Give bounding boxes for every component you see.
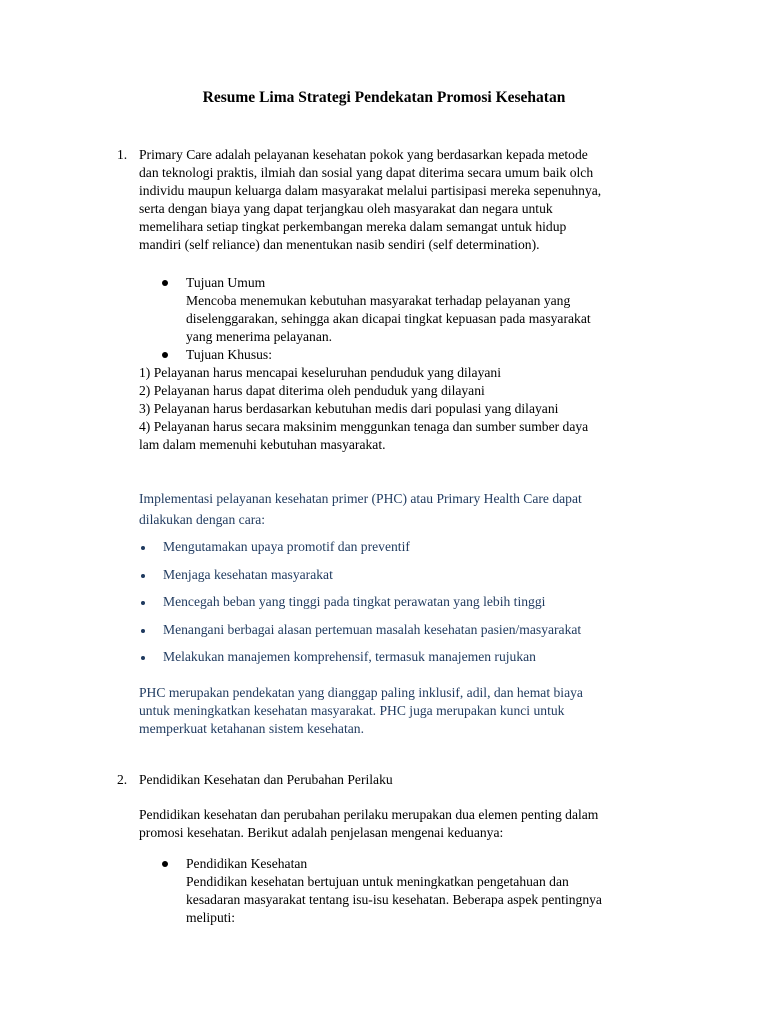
paragraph-line: dan teknologi praktis, ilmiah dan sosial yang dapat diterima secara umum baik olch (139, 165, 594, 180)
pendidikan-heading: Pendidikan Kesehatan (186, 856, 308, 871)
paragraph-line: individu maupun keluarga dalam masyarakat melalui partisipasi mereka sepenuhnya, (139, 183, 602, 198)
paragraph-line: PHC merupakan pendekatan yang dianggap paling inklusif, adil, dan hemat biaya (139, 685, 583, 700)
list-item: Mengutamakan upaya promotif dan preventif (163, 539, 410, 554)
tujuan-umum-line: diselenggarakan, sehingga akan dicapai tingkat kepuasan pada masyarakat (186, 311, 591, 326)
paragraph-line: serta dengan biaya yang dapat terjangkau oleh masyarakat dan negara untuk (139, 201, 553, 216)
pendidikan-line: kesadaran masyarakat tentang isu-isu kesehatan. Beberapa aspek pentingnya (186, 892, 602, 907)
list-item: Menjaga kesehatan masyarakat (163, 567, 333, 582)
tujuan-umum-block (186, 274, 676, 346)
paragraph-line: memelihara setiap tingkat perkembangan mereka dalam semangat untuk hidup (139, 219, 567, 234)
list-item: 3) Pelayanan harus berdasarkan kebutuhan medis dari populasi yang dilayani (139, 401, 559, 416)
document-title: Resume Lima Strategi Pendekatan Promosi Kesehatan (202, 89, 566, 106)
bullet-icon (141, 574, 145, 578)
section-2-heading: Pendidikan Kesehatan dan Perubahan Perilaku (139, 772, 393, 787)
section-2-paragraph (139, 806, 679, 842)
bullet-icon (141, 656, 145, 660)
bullet-icon (162, 280, 168, 286)
bullet-icon (141, 546, 145, 550)
paragraph-line: memperkuat ketahanan sistem kesehatan. (139, 721, 364, 736)
bullet-icon (141, 601, 145, 605)
paragraph-line: Pendidikan kesehatan dan perubahan perilaku merupakan dua elemen penting dalam (139, 807, 599, 822)
paragraph-line: Primary Care adalah pelayanan kesehatan pokok yang berdasarkan kepada metode (139, 147, 588, 162)
list-item: lam dalam memenuhi kebutuhan masyarakat. (139, 437, 386, 452)
section-1-number: 1. (117, 147, 128, 162)
paragraph-line: untuk meningkatkan kesehatan masyarakat. PHC juga merupakan kunci untuk (139, 703, 565, 718)
tujuan-umum-line: Mencoba menemukan kebutuhan masyarakat terhadap pelayanan yang (186, 293, 571, 308)
implementasi-closing (139, 684, 679, 738)
pendidikan-block (186, 855, 676, 927)
paragraph-line: promosi kesehatan. Berikut adalah penjelasan mengenai keduanya: (139, 825, 504, 840)
list-item: Melakukan manajemen komprehensif, termasuk manajemen rujukan (163, 649, 536, 664)
implementasi-intro (139, 488, 679, 530)
bullet-icon (141, 629, 145, 633)
tujuan-khusus-heading: Tujuan Khusus: (186, 347, 272, 362)
paragraph-line: dilakukan dengan cara: (139, 512, 266, 527)
list-item: 4) Pelayanan harus secara maksinim menggunkan tenaga dan sumber sumber daya (139, 419, 589, 434)
tujuan-khusus-list (139, 364, 679, 454)
paragraph-line: Implementasi pelayanan kesehatan primer (PHC) atau Primary Health Care dapat (139, 491, 582, 506)
bullet-icon (162, 352, 168, 358)
section-2-number: 2. (117, 772, 128, 787)
list-item: 2) Pelayanan harus dapat diterima oleh penduduk yang dilayani (139, 383, 485, 398)
list-item: Menangani berbagai alasan pertemuan masalah kesehatan pasien/masyarakat (163, 622, 582, 637)
list-item: Mencegah beban yang tinggi pada tingkat perawatan yang lebih tinggi (163, 594, 546, 609)
list-item: 1) Pelayanan harus mencapai keseluruhan penduduk yang dilayani (139, 365, 501, 380)
pendidikan-line: Pendidikan kesehatan bertujuan untuk meningkatkan pengetahuan dan (186, 874, 569, 889)
tujuan-umum-line: yang menerima pelayanan. (186, 329, 333, 344)
pendidikan-line: meliputi: (186, 910, 236, 925)
tujuan-umum-heading: Tujuan Umum (186, 275, 266, 290)
section-1-paragraph (139, 146, 679, 254)
paragraph-line: mandiri (self reliance) dan menentukan nasib sendiri (self determination). (139, 237, 540, 252)
bullet-icon (162, 861, 168, 867)
